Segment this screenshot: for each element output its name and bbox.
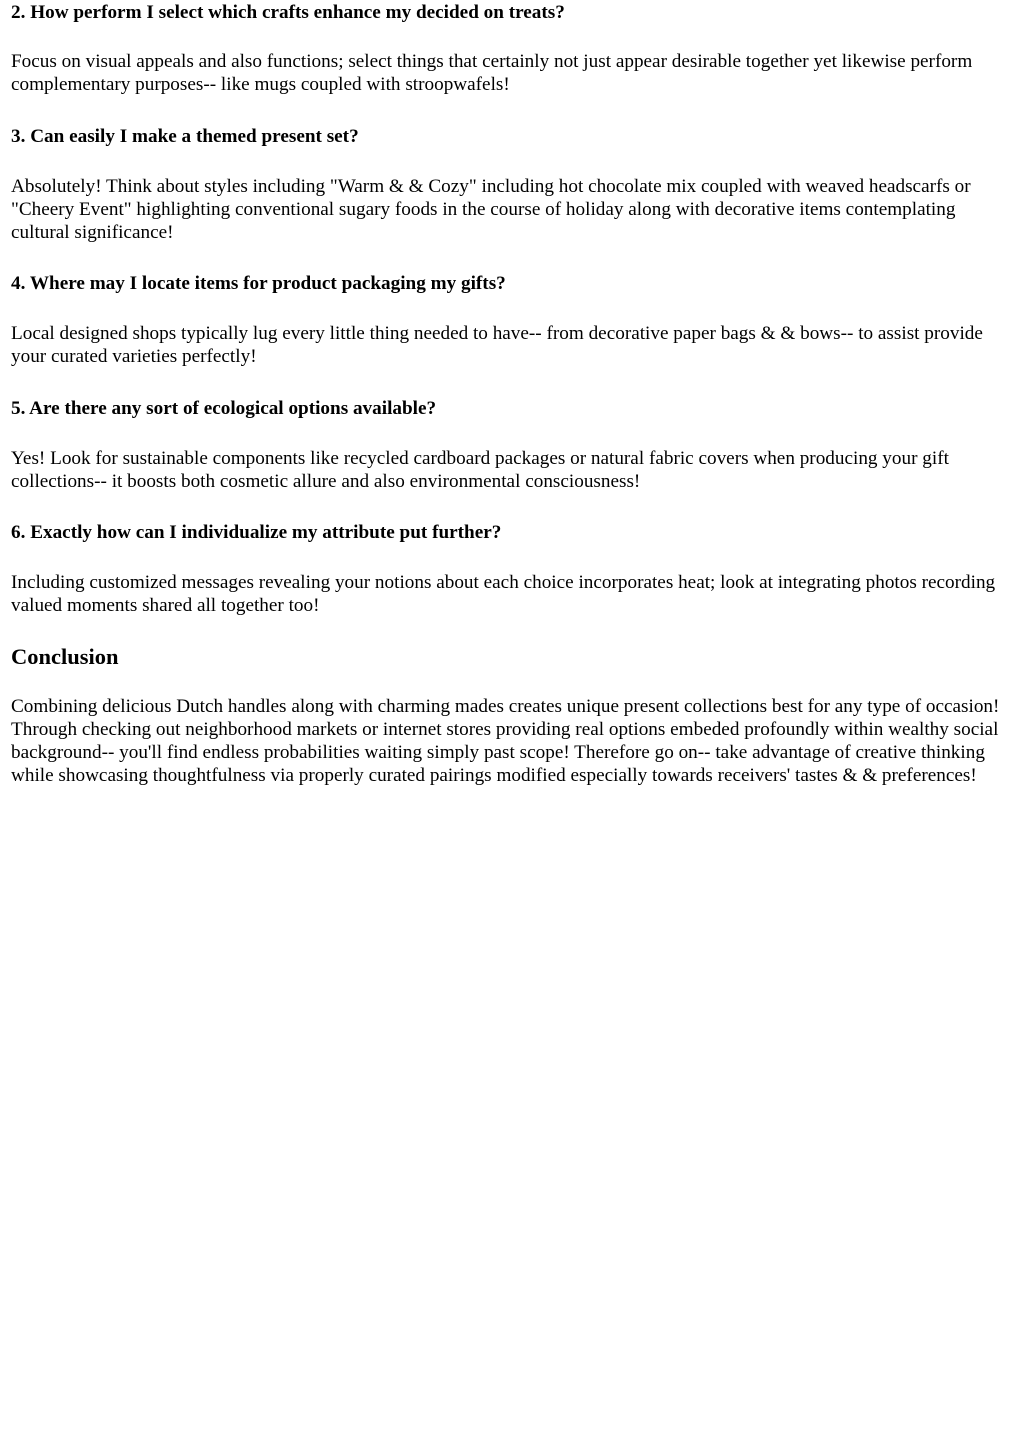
faq-answer-4: Local designed shops typically lug every little thing needed to have-- from decorative paper bags & & bows-- to assist provide your curated varieties perfectly! (11, 323, 983, 367)
faq-answer-3: Absolutely! Think about styles including "Warm & & Cozy" including hot chocolate mix coupled with weaved headscarfs or "Cheery Event" highlighting conventional sugary foods in the course of holiday along with decorative items contemplating cultural significance! (11, 176, 971, 243)
faq-answer-6: Including customized messages revealing your notions about each choice incorporates heat; look at integrating photos recording valued moments shared all together too! (11, 572, 996, 616)
faq-question-6: 6. Exactly how can I individualize my attribute put further? (11, 522, 502, 543)
faq-answer-2: Focus on visual appeals and also functions; select things that certainly not just appear desirable together yet likewise perform complementary purposes-- like mugs coupled with stroopwafels! (11, 51, 973, 95)
faq-question-2: 2. How perform I select which crafts enhance my decided on treats? (11, 2, 565, 23)
faq-question-5: 5. Are there any sort of ecological options available? (11, 398, 437, 419)
faq-answer-5: Yes! Look for sustainable components like recycled cardboard packages or natural fabric covers when producing your gift collections-- it boosts both cosmetic allure and also environmental consciousness! (11, 448, 949, 492)
conclusion-text: Combining delicious Dutch handles along with charming mades creates unique present collections best for any type of occasion! Through checking out neighborhood markets or internet stores providing real options embeded profoundly within wealthy social background-- you'll find endless probabilities waiting simply past scope! Therefore go on-- take advantage of creative thinking while showcasing thoughtfulness via properly curated pairings modified especially towards receivers' tastes & & preferences! (11, 696, 1000, 786)
faq-question-3: 3. Can easily I make a themed present set? (11, 126, 359, 147)
faq-question-4: 4. Where may I locate items for product packaging my gifts? (11, 273, 506, 294)
conclusion-heading: Conclusion (11, 644, 119, 669)
